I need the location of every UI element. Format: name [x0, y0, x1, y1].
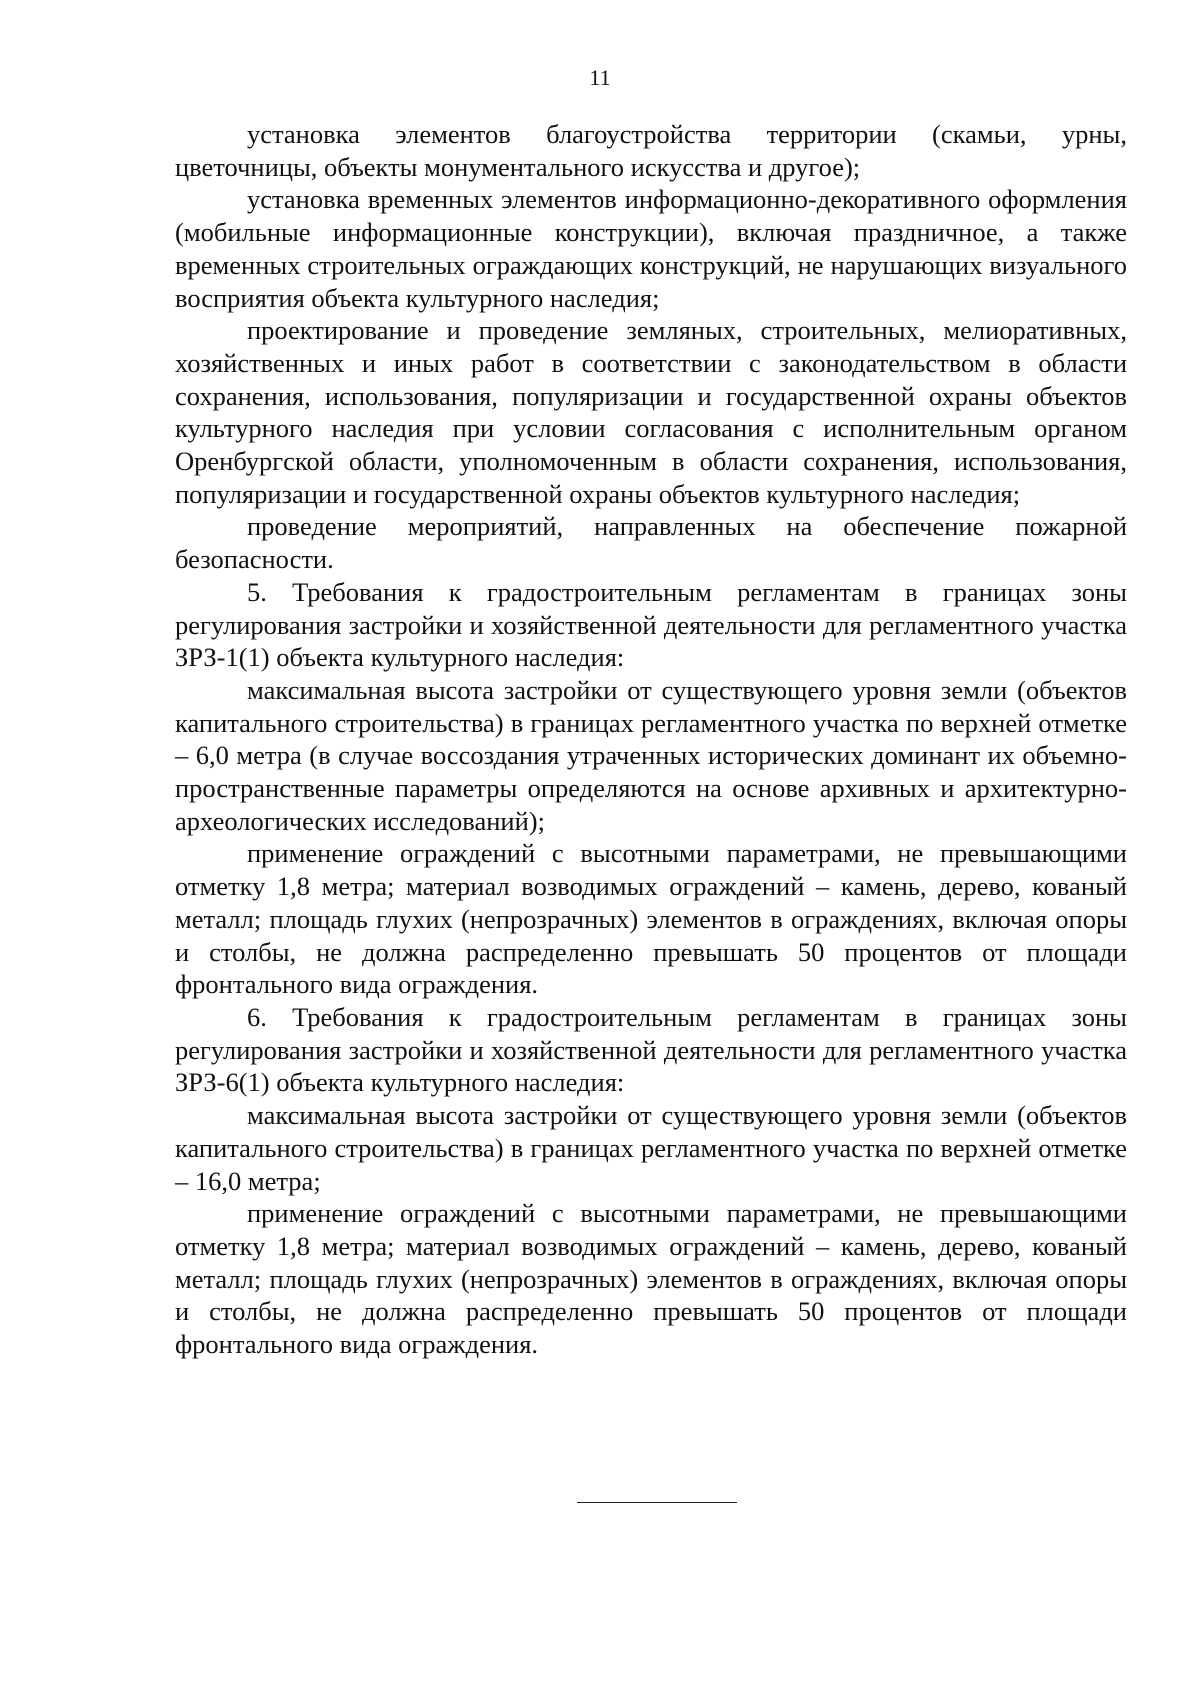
paragraph-temporary-decor: установка временных элементов информационно-декоративного оформления (мобильные информационные конструкции), включая праздничное, а также временных строительных ограждающих конструкций, не нарушающих визуального восприятия объекта культурного наследия; [175, 184, 1127, 313]
section-5-fences: применение ограждений с высотными параметрами, не превышающими отметку 1,8 метра; материал возводимых ограждений – камень, дерево, кованый металл; площадь глухих (непрозрачных) элементов в ограждениях, включая опоры и столбы, не должна распределенно превышать 50 процентов от площади фронтального вида ограждения. [175, 838, 1127, 1000]
end-of-document-rule [577, 1502, 737, 1503]
paragraph-street-furniture: установка элементов благоустройства территории (скамьи, урны, цветочницы, объекты монументального искусства и другое); [175, 119, 1127, 182]
section-6-fences: применение ограждений с высотными параметрами, не превышающими отметку 1,8 метра; материал возводимых ограждений – камень, дерево, кованый металл; площадь глухих (непрозрачных) элементов в ограждениях, включая опоры и столбы, не должна распределенно превышать 50 процентов от площади фронтального вида ограждения. [175, 1198, 1127, 1360]
paragraph-fire-safety: проведение мероприятий, направленных на обеспечение пожарной безопасности. [175, 511, 1127, 575]
page-number: 11 [589, 65, 611, 90]
paragraph-earthworks: проектирование и проведение земляных, строительных, мелиоративных, хозяйственных и иных работ в соответствии с законодательством в области сохранения, использования, популяризации и государственной охраны объектов культурного наследия при условии согласования с исполнительным органом Оренбургской области, уполномоченным в области сохранения, использования, популяризации и государственной охраны объектов культурного наследия; [175, 315, 1127, 509]
section-6-max-height: максимальная высота застройки от существующего уровня земли (объектов капитального строительства) в границах регламентного участка по верхней отметке – 16,0 метра; [175, 1100, 1127, 1196]
section-6-heading: 6. Требования к градостроительным регламентам в границах зоны регулирования застройки и хозяйственной деятельности для регламентного участка ЗРЗ-6(1) объекта культурного наследия: [175, 1001, 1127, 1098]
document-body [175, 118, 1127, 1361]
section-5-heading: 5. Требования к градостроительным регламентам в границах зоны регулирования застройки и хозяйственной деятельности для регламентного участка ЗРЗ-1(1) объекта культурного наследия: [175, 576, 1127, 673]
section-5-max-height: максимальная высота застройки от существующего уровня земли (объектов капитального строительства) в границах регламентного участка по верхней отметке – 6,0 метра (в случае воссоздания утраченных исторических доминант их объемно-пространственные параметры определяются на основе архивных и архитектурно-археологических исследований); [175, 674, 1127, 836]
